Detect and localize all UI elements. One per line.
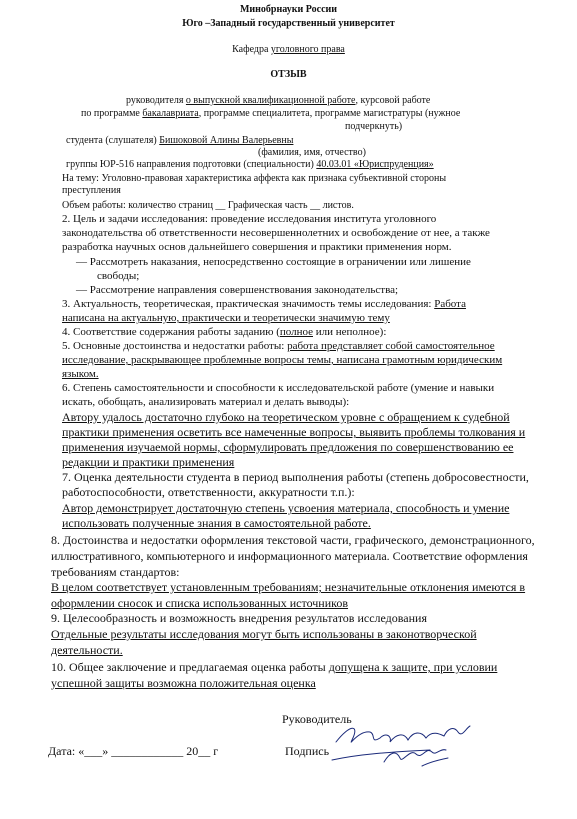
section-4-label: 4. Соответствие содержания работы заданию ( (62, 326, 280, 338)
intro-line-2 (81, 109, 460, 119)
section-6-line-1: 6. Степень самостоятельности и способности к исследовательской работе (умение и навыки (62, 382, 495, 394)
department-name: уголовного права (270, 44, 345, 55)
bullet-2: — Рассмотрение направления совершенствования законодательства; (76, 284, 399, 296)
section-6-line-2: искать, обобщать, анализировать материал и делать выводы): (62, 396, 350, 408)
section-4-line (62, 327, 386, 338)
intro-underlined: о выпускной квалификационной работе (185, 95, 356, 106)
intro-text: руководителя (126, 95, 186, 106)
intro-line-3: подчеркнуть) (345, 121, 403, 132)
student-caption: (фамилия, имя, отчество) (258, 147, 366, 158)
section-2-line-2: законодательства об ответственности несовершеннолетних и освобождение от нее, а также (62, 227, 490, 239)
signature-stroke-flourish (422, 758, 448, 766)
section-2-line-1: 2. Цель и задачи исследования: проведение исследования института уголовного (62, 213, 437, 225)
section-6-answer-4: редакции и практики применения (62, 455, 235, 469)
section-8-answer-1: В целом соответствует установленным требованиям; незначительные отклонения имеются в (51, 580, 526, 594)
section-8-answer-2: оформлении сносок и списка использованных источников (51, 596, 349, 610)
section-3-answer: Работа (434, 298, 466, 310)
section-4-answer: полное (279, 326, 313, 338)
signature-stroke-lower (332, 750, 446, 762)
section-6-answer-2: практики применения осветить все намеченные вопросы, выявить проблемы толкования и (62, 425, 526, 439)
supervisor-signature (330, 718, 480, 778)
section-5-line-3: языком. (62, 368, 99, 380)
student-line (66, 136, 293, 146)
section-7-answer-2: использовать полученные знания в самостоятельной работе. (62, 516, 371, 530)
section-6-answer-1: Автору удалось достаточно глубоко на теоретическом уровне с обращением к судебной (62, 410, 510, 424)
intro-text: , программе специалитета, программе магистратуры (нужное (198, 108, 461, 119)
volume-line: Объем работы: количество страниц __ Графическая часть __ листов. (62, 200, 354, 211)
section-8-line-2: иллюстративного, компьютерного и информационного материала. Соответствие оформления (51, 549, 528, 563)
section-4-tail: или неполное): (313, 326, 387, 338)
student-name: Бишоковой Алины Валерьевны (159, 135, 294, 146)
section-3-label: 3. Актуальность, теоретическая, практическая значимость темы исследования: (62, 298, 435, 310)
intro-underlined: бакалавриата (142, 108, 199, 119)
section-10-answer: допущена к защите, при условии (328, 660, 498, 674)
date-line: Дата: «___» ____________ 20__ г (48, 744, 219, 758)
section-10-line-1 (51, 661, 497, 673)
supervisor-label: Руководитель (282, 712, 352, 726)
section-10-label: 10. Общее заключение и предлагаемая оценка работы (51, 660, 329, 674)
section-3-line-2: написана на актуальную, практически и теоретически значимую тему (62, 312, 390, 324)
ministry-line: Минобрнауки России (239, 4, 338, 15)
section-5-line-1 (62, 341, 495, 352)
department-prefix: Кафедра (232, 44, 271, 55)
student-label: студента (слушателя) (66, 135, 160, 146)
section-7-line-2: работоспособности, ответственности, аккуратности т.п.): (62, 485, 355, 499)
signature-label: Подпись (285, 744, 330, 758)
topic-line-2: преступления (62, 185, 121, 196)
group-label: группы ЮР-516 направления подготовки (специальности) (66, 159, 317, 170)
section-2-line-3: разработка научных основ дальнейшего совершения и практики применения норм. (62, 241, 452, 253)
department-line (0, 45, 577, 55)
bullet-1-line-1: — Рассмотреть наказания, непосредственно состоящие в ограничении или лишение (76, 256, 471, 268)
section-5-label: 5. Основные достоинства и недостатки работы: (62, 340, 288, 352)
group-line (66, 160, 434, 170)
signature-stroke-upper (336, 726, 470, 742)
section-5-answer: работа представляет собой самостоятельное (287, 340, 495, 352)
topic-line-1: На тему: Уголовно-правовая характеристика аффекта как признака субъективной стороны (62, 173, 447, 184)
intro-text: по программе (81, 108, 143, 119)
bullet-1-line-2: свободы; (97, 270, 140, 282)
section-6-answer-3: применения изучаемой нормы, сформулировать предложения по совершенствованию ее (62, 440, 514, 454)
intro-line-1 (126, 96, 430, 106)
section-5-line-2: исследование, раскрывающее проблемные вопросы темы, написана грамотным юридическим (62, 354, 503, 366)
section-3-line-1 (62, 299, 466, 310)
intro-text: , курсовой работе (355, 95, 431, 106)
group-specialty: 40.03.01 «Юриспруденция» (316, 159, 434, 170)
section-8-line-1: 8. Достоинства и недостатки оформления текстовой части, графического, демонстрационного, (51, 533, 535, 547)
section-7-answer-1: Автор демонстрирует достаточную степень усвоения материала, способность и умение (62, 501, 510, 515)
university-line: Юго –Западный государственный университет (182, 18, 395, 29)
section-8-line-3: требованиям стандартов: (51, 565, 180, 579)
section-9-answer-2: деятельности. (51, 643, 123, 657)
section-10-line-2: успешной защиты возможна положительная оценка (51, 676, 316, 690)
section-9-answer-1: Отдельные результаты исследования могут быть использованы в законотворческой (51, 627, 477, 641)
document-title: ОТЗЫВ (270, 69, 307, 80)
section-9-line-1: 9. Целесообразность и возможность внедрения результатов исследования (51, 611, 427, 625)
section-7-line-1: 7. Оценка деятельности студента в период выполнения работы (степень добросовестности, (62, 470, 529, 484)
